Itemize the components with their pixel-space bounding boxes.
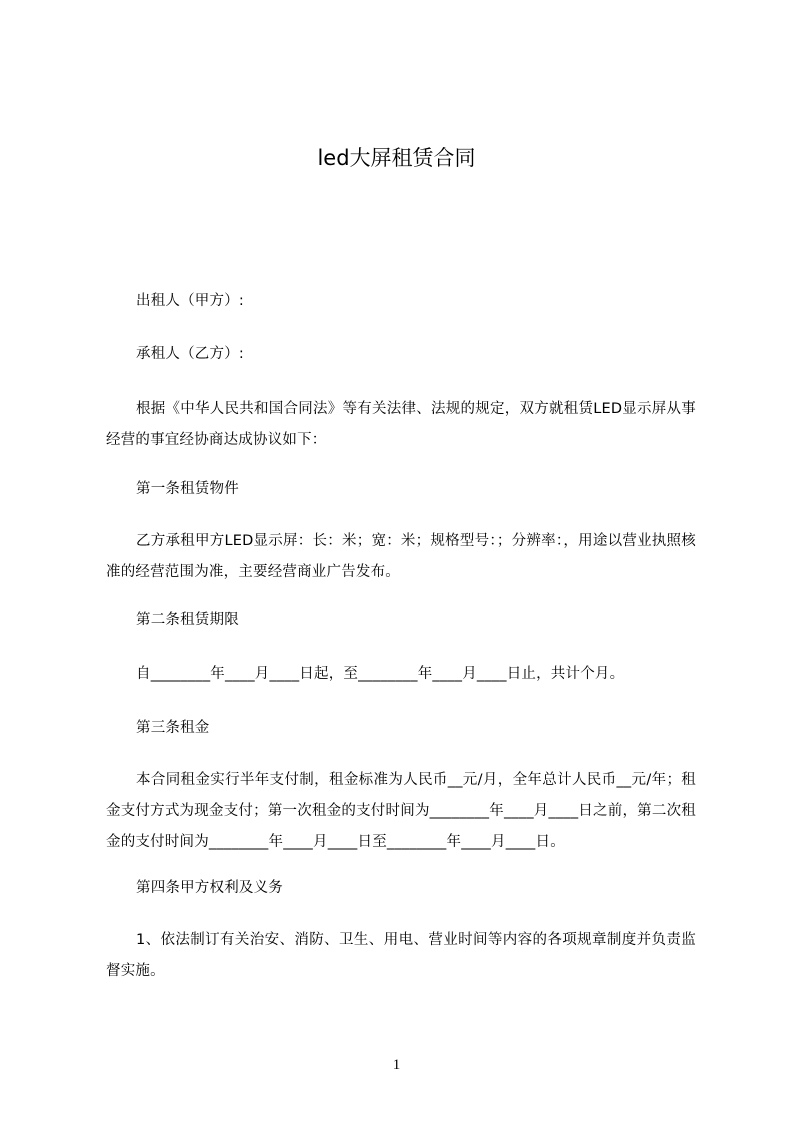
page-number: 1 <box>392 1057 401 1073</box>
lessee-field: 承租人（乙方）: <box>136 346 244 362</box>
document-title: led大屏租赁合同 <box>317 146 476 170</box>
article-3-heading: 第三条租金 <box>136 720 210 736</box>
article-1-text: 乙方承租甲方LED显示屏：长：米；宽：米；规格型号：；分辨率：，用途以营业执照核准的经营范围为准，主要经营商业广告发布。 <box>106 533 696 580</box>
lessor-field: 出租人（甲方）: <box>136 293 244 309</box>
article-1-heading: 第一条租赁物件 <box>136 481 239 497</box>
preamble-paragraph: 根据《中华人民共和国合同法》等有关法律、法规的规定，双方就租赁LED显示屏从事经营的事宜经协商达成协议如下： <box>106 401 696 448</box>
article-2-text: 自________年____月____日起，至________年____月____日止，共计个月。 <box>136 666 625 682</box>
article-4-item-1: 1、依法制订有关治安、消防、卫生、用电、营业时间等内容的各项规章制度并负责监督实施。 <box>106 932 696 979</box>
article-4-heading: 第四条甲方权利及义务 <box>136 880 283 896</box>
article-2-heading: 第二条租赁期限 <box>136 612 239 628</box>
article-3-text: 本合同租金实行半年支付制，租金标准为人民币__元/月，全年总计人民币__元/年；租金支付方式为现金支付；第一次租金的支付时间为________年____月____日之前，第二次租金的支付时间为________年____月____日至________年____月____日。 <box>106 772 696 850</box>
